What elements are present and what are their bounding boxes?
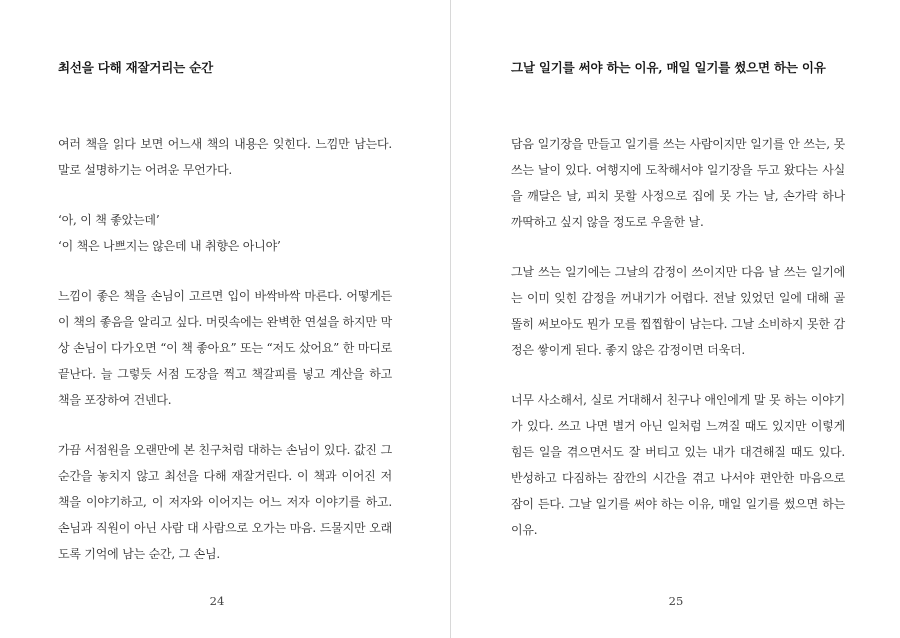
page-number: 24 bbox=[209, 594, 225, 608]
body-line: 여러 책을 읽다 보면 어느새 책의 내용은 잊힌다. 느낌만 남는다. bbox=[58, 137, 392, 151]
body-line: 정은 쌓이게 된다. 좋지 않은 감정이면 더욱더. bbox=[511, 343, 745, 357]
body-line: 똘히 써보아도 뭔가 모를 찝찝함이 남는다. 그날 소비하지 못한 감 bbox=[511, 317, 845, 331]
body-line: 담음 일기장을 만들고 일기를 쓰는 사람이지만 일기를 안 쓰는, 못 bbox=[511, 137, 845, 151]
body-line: 느낌이 좋은 책을 손님이 고르면 입이 바싹바싹 마른다. 어떻게든 bbox=[58, 289, 392, 303]
body-line: 손님과 직원이 아닌 사람 대 사람으로 오가는 마음. 드물지만 오래 bbox=[58, 521, 392, 535]
body-line: 힘든 일을 겪으면서도 잘 버티고 있는 내가 대견해질 때도 있다. bbox=[511, 445, 845, 459]
chapter-title: 최선을 다해 재잘거리는 순간 bbox=[58, 60, 213, 75]
body-line: 까딱하고 싶지 않을 정도로 우울한 날. bbox=[511, 215, 704, 229]
paragraph bbox=[511, 259, 845, 363]
quote-line: ‘아, 이 책 좋았는데’ bbox=[58, 213, 160, 227]
paragraph bbox=[511, 387, 845, 543]
body-line: 그날 쓰는 일기에는 그날의 감정이 쓰이지만 다음 날 쓰는 일기에 bbox=[511, 265, 845, 279]
body-line: 쓰는 날이 있다. 여행지에 도착해서야 일기장을 두고 왔다는 사실 bbox=[511, 163, 845, 177]
body-line: 순간을 놓치지 않고 최선을 다해 재잘거린다. 이 책과 이어진 저 bbox=[58, 469, 392, 483]
paragraph bbox=[511, 131, 845, 235]
body-line: 가끔 서점원을 오랜만에 본 친구처럼 대하는 손님이 있다. 값진 그 bbox=[58, 443, 392, 457]
paragraph bbox=[58, 131, 392, 183]
chapter-title: 그날 일기를 써야 하는 이유, 매일 일기를 썼으면 하는 이유 bbox=[511, 60, 826, 75]
body-line: 이유. bbox=[511, 523, 538, 537]
page-body bbox=[58, 131, 392, 591]
body-line: 이 책의 좋음을 알리고 싶다. 머릿속에는 완벽한 연설을 하지만 막 bbox=[58, 315, 392, 329]
body-line: 상 손님이 다가오면 “이 책 좋아요” 또는 “저도 샀어요” 한 마디로 bbox=[58, 341, 392, 355]
page-body bbox=[511, 131, 845, 567]
paragraph bbox=[58, 283, 392, 413]
body-line: 너무 사소해서, 실로 거대해서 친구나 애인에게 말 못 하는 이야기 bbox=[511, 393, 845, 407]
paragraph bbox=[58, 437, 392, 567]
right-page bbox=[450, 0, 900, 638]
body-line: 반성하고 다짐하는 잠깐의 시간을 겪고 나서야 편안한 마음으로 bbox=[511, 471, 845, 485]
body-line: 책을 이야기하고, 이 저자와 이어지는 어느 저자 이야기를 하고. bbox=[58, 495, 392, 509]
body-line: 책을 포장하여 건넨다. bbox=[58, 393, 172, 407]
body-line: 을 깨달은 날, 피치 못할 사정으로 집에 못 가는 날, 손가락 하나 bbox=[511, 189, 845, 203]
body-line: 도록 기억에 남는 순간, 그 손님. bbox=[58, 547, 221, 561]
body-line: 말로 설명하기는 어려운 무언가다. bbox=[58, 163, 232, 177]
quote-line: ‘이 책은 나쁘지는 않은데 내 취향은 아니야’ bbox=[58, 239, 281, 253]
body-line: 가 있다. 쓰고 나면 별거 아닌 일처럼 느껴질 때도 있지만 이렇게 bbox=[511, 419, 845, 433]
body-line: 잠이 든다. 그날 일기를 써야 하는 이유, 매일 일기를 썼으면 하는 bbox=[511, 497, 845, 511]
body-line: 끝난다. 늘 그렇듯 서점 도장을 찍고 책갈피를 넣고 계산을 하고 bbox=[58, 367, 392, 381]
body-line: 는 이미 잊힌 감정을 꺼내기가 어렵다. 전날 있었던 일에 대해 골 bbox=[511, 291, 845, 305]
paragraph bbox=[58, 207, 392, 259]
page-number: 25 bbox=[668, 594, 684, 608]
